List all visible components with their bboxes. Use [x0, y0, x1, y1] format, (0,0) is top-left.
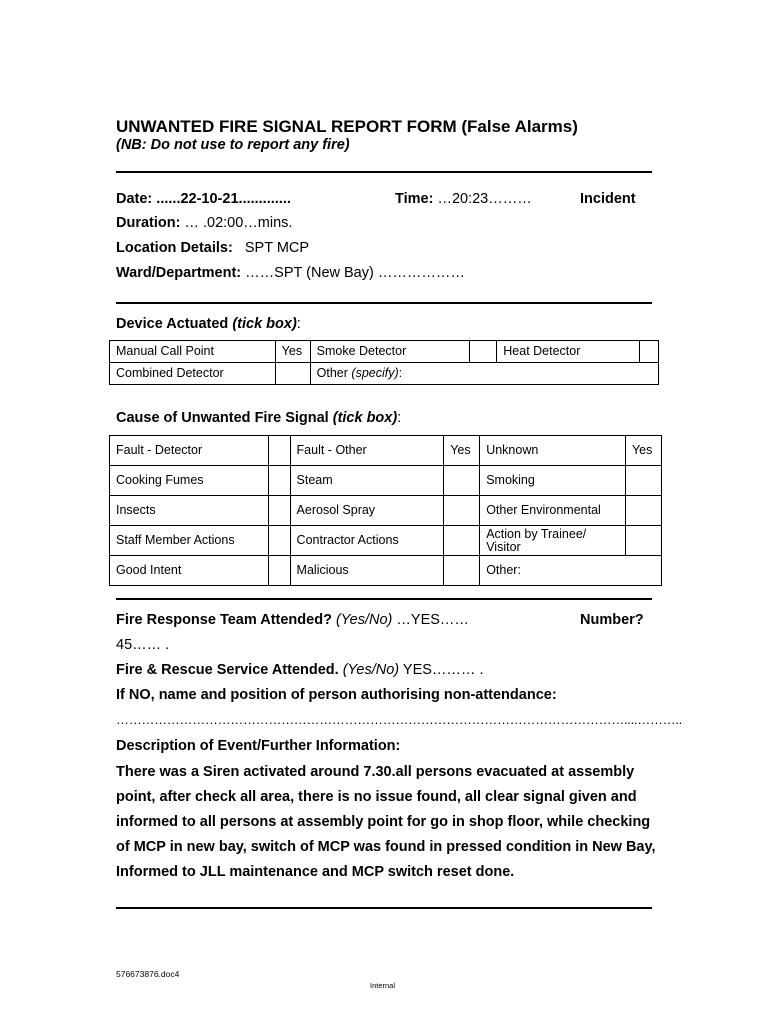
device-heading-note: (tick box): [232, 316, 297, 332]
date-line: [116, 191, 291, 207]
cause-tick-box[interactable]: [444, 496, 480, 526]
cause-tick-box[interactable]: [268, 466, 290, 496]
location-value: SPT MCP: [244, 240, 310, 256]
device-other-specify[interactable]: [310, 363, 658, 385]
device-tick-box[interactable]: [470, 341, 497, 363]
cause-tick-box[interactable]: [625, 526, 661, 556]
time-label: Time:: [395, 191, 434, 207]
frt-value: …YES……: [396, 612, 469, 628]
cause-fault-other: Fault - Other: [290, 436, 444, 466]
cause-tick-box[interactable]: [625, 466, 661, 496]
device-heading-colon: :: [296, 316, 301, 332]
cause-tick-box[interactable]: [268, 436, 290, 466]
device-tick-box[interactable]: [639, 341, 658, 363]
cause-tick-box[interactable]: [268, 496, 290, 526]
frs-line: [116, 662, 484, 678]
device-table: [109, 340, 659, 385]
cause-insects: Insects: [110, 496, 269, 526]
cause-tick-box[interactable]: Yes: [625, 436, 661, 466]
cause-tick-box[interactable]: Yes: [444, 436, 480, 466]
divider: [116, 171, 652, 173]
cause-heading: [116, 410, 401, 426]
device-tick-box[interactable]: Yes: [275, 341, 310, 363]
date-label: Date:: [116, 191, 153, 207]
divider: [116, 302, 652, 304]
cause-malicious: Malicious: [290, 556, 444, 586]
form-subtitle: (NB: Do not use to report any fire): [116, 137, 350, 153]
table-row: [110, 341, 659, 363]
time-line: [395, 191, 532, 207]
duration-line: [116, 215, 292, 231]
cause-other-environmental: Other Environmental: [480, 496, 626, 526]
cause-tick-box[interactable]: [268, 526, 290, 556]
frs-value: YES……… .: [402, 662, 484, 678]
table-row: [110, 556, 662, 586]
cause-aerosol-spray: Aerosol Spray: [290, 496, 444, 526]
cause-smoking: Smoking: [480, 466, 626, 496]
cause-steam: Steam: [290, 466, 444, 496]
cause-contractor-actions: Contractor Actions: [290, 526, 444, 556]
device-tick-box[interactable]: [275, 363, 310, 385]
device-other-note: (specify): [351, 366, 399, 380]
cause-tick-box[interactable]: [444, 466, 480, 496]
device-heat-detector: Heat Detector: [497, 341, 640, 363]
device-combined-detector: Combined Detector: [110, 363, 276, 385]
frs-label: Fire & Rescue Service Attended.: [116, 662, 339, 678]
cause-staff-member-actions: Staff Member Actions: [110, 526, 269, 556]
table-row: [110, 436, 662, 466]
cause-tick-box[interactable]: [444, 556, 480, 586]
table-row: [110, 526, 662, 556]
ifno-value: …………………………………………………………………………………………………………....………..: [116, 712, 682, 727]
cause-table: [109, 435, 662, 586]
ward-value: ……SPT (New Bay) ………………: [245, 265, 465, 281]
frt-note: (Yes/No): [335, 612, 393, 628]
ward-label: Ward/Department:: [116, 265, 242, 281]
divider: [116, 598, 652, 600]
description-label: Description of Event/Further Information:: [116, 738, 401, 754]
device-manual-call-point: Manual Call Point: [110, 341, 276, 363]
divider: [116, 907, 652, 909]
cause-tick-box[interactable]: [625, 496, 661, 526]
number-value: 45…… .: [116, 637, 170, 653]
cause-heading-note: (tick box): [332, 410, 398, 426]
ifno-label: If NO, name and position of person authorising non-attendance:: [116, 687, 557, 703]
classification-label: Internal: [370, 981, 396, 990]
cause-tick-box[interactable]: [268, 556, 290, 586]
device-other-colon: :: [398, 366, 403, 380]
number-label: Number?: [580, 612, 644, 628]
location-label: Location Details:: [116, 240, 233, 256]
device-heading: [116, 316, 301, 332]
cause-good-intent: Good Intent: [110, 556, 269, 586]
cause-tick-box[interactable]: [444, 526, 480, 556]
cause-other[interactable]: Other:: [480, 556, 662, 586]
cause-cooking-fumes: Cooking Fumes: [110, 466, 269, 496]
form-title: UNWANTED FIRE SIGNAL REPORT FORM (False Alarms): [116, 117, 578, 136]
cause-fault-detector: Fault - Detector: [110, 436, 269, 466]
duration-value: … .02:00…mins.: [184, 215, 293, 231]
device-smoke-detector: Smoke Detector: [310, 341, 470, 363]
table-row: [110, 466, 662, 496]
frt-line: [116, 612, 469, 628]
document-code: 576673876.doc4: [116, 969, 180, 979]
table-row: [110, 496, 662, 526]
cause-heading-text: Cause of Unwanted Fire Signal: [116, 410, 329, 426]
location-line: [116, 240, 309, 256]
date-value: ......22-10-21.............: [156, 191, 291, 207]
duration-label: Duration:: [116, 215, 181, 231]
incident-label: Incident: [580, 191, 636, 207]
time-value: …20:23………: [437, 191, 532, 207]
device-heading-text: Device Actuated: [116, 316, 229, 332]
device-other-label: Other: [316, 366, 348, 380]
ward-line: [116, 265, 465, 281]
table-row: [110, 363, 659, 385]
frt-label: Fire Response Team Attended?: [116, 612, 332, 628]
frs-note: (Yes/No): [342, 662, 400, 678]
cause-heading-colon: :: [397, 410, 402, 426]
cause-action-by-trainee: Action by Trainee/ Visitor: [480, 526, 626, 556]
description-text: There was a Siren activated around 7.30.all persons evacuated at assembly point, after check all area, there is no issue found, all clear signal given and informed to all persons at assembly point for go in shop floor, while checking of MCP in new bay, switch of MCP was found in pressed condition in New Bay, Informed to JLL maintenance and MCP switch reset done.: [116, 764, 656, 880]
cause-unknown: Unknown: [480, 436, 626, 466]
